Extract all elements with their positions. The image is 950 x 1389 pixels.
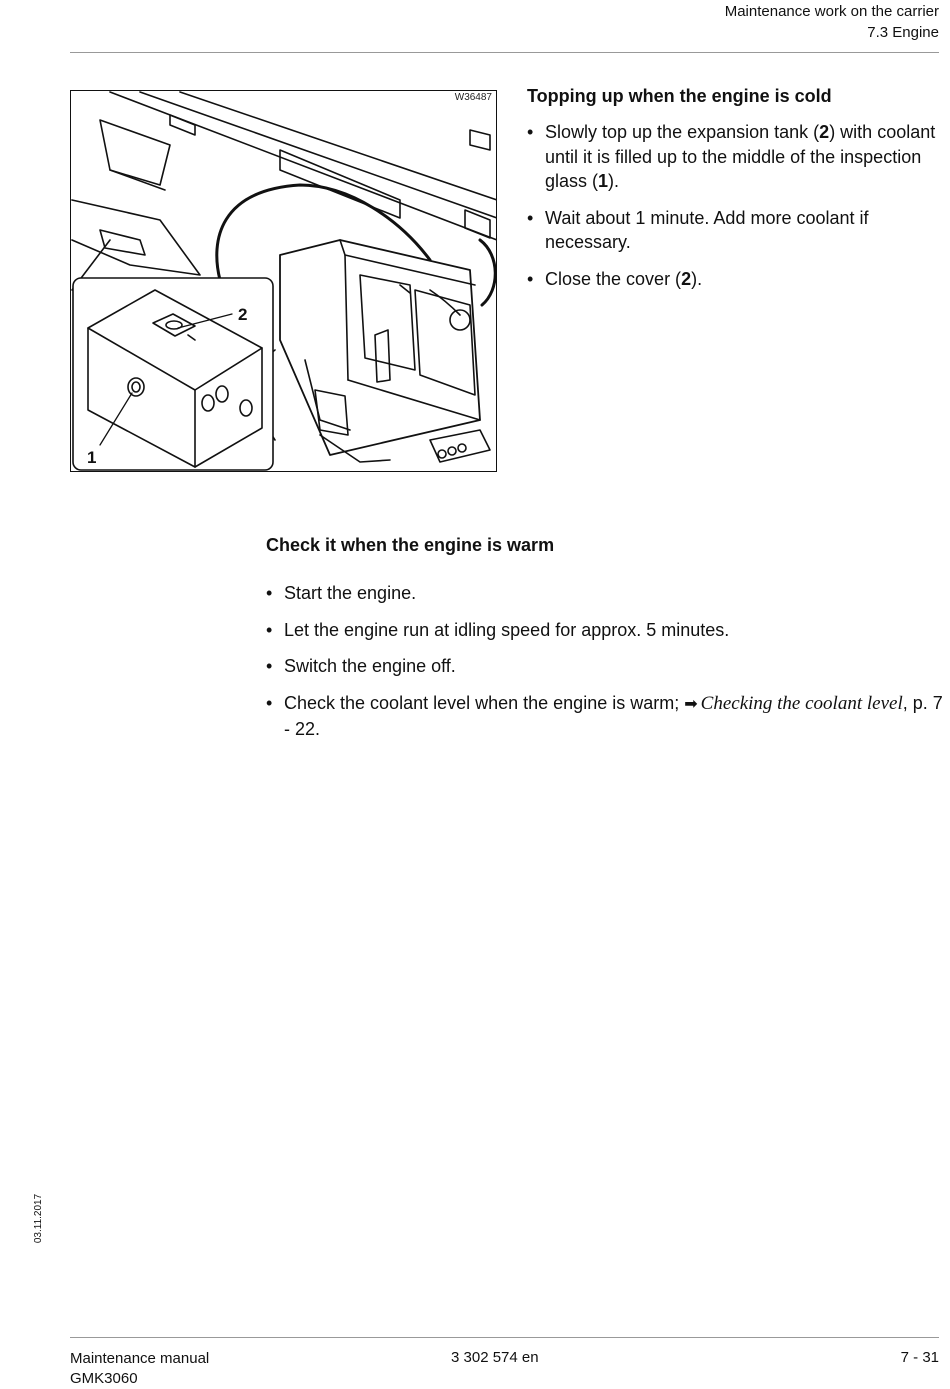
cold-step-1: • Slowly top up the expansion tank (2) with coolant until it is filled up to the middle of the inspection glass (1). — [527, 120, 937, 194]
callout-1: 1 — [87, 448, 97, 467]
header-section: 7.3 Engine — [867, 24, 939, 41]
warm-step-4: • Check the coolant level when the engine is warm; ➡ Checking the coolant level, p. 7 - 22. — [266, 691, 946, 742]
warm-steps — [266, 581, 946, 742]
section-warm-engine — [266, 533, 946, 754]
print-date: 03.11.2017 — [33, 1193, 45, 1244]
warm-step-2: • Let the engine run at idling speed for approx. 5 minutes. — [266, 618, 946, 643]
footer-left — [70, 1349, 209, 1389]
coolant-tank-illustration — [70, 90, 497, 472]
warm-step-1: • Start the engine. — [266, 581, 946, 606]
warm-heading: Check it when the engine is warm — [266, 535, 555, 555]
cold-step-3: • Close the cover (2). — [527, 267, 937, 292]
cross-reference-link[interactable]: Checking the coolant level — [700, 692, 903, 714]
warm-step-3: • Switch the engine off. — [266, 654, 946, 679]
cold-step-2: • Wait about 1 minute. Add more coolant if necessary. — [527, 206, 937, 255]
cold-steps — [527, 120, 937, 291]
footer-manual-title: Maintenance manual — [70, 1350, 210, 1367]
figure-id: W36487 — [454, 92, 492, 103]
cross-reference-arrow-icon: ➡ — [684, 695, 696, 713]
cold-heading: Topping up when the engine is cold — [527, 86, 832, 106]
header-rule — [70, 52, 939, 53]
callout-2: 2 — [238, 305, 248, 324]
footer-model: GMK3060 — [70, 1370, 138, 1387]
header-chapter: Maintenance work on the carrier — [724, 3, 939, 20]
section-cold-engine — [527, 84, 937, 303]
footer-page-number: 7 - 31 — [900, 1349, 939, 1366]
page-header — [725, 1, 939, 43]
footer-rule — [70, 1337, 939, 1338]
footer-doc-number: 3 302 574 en — [451, 1349, 539, 1366]
